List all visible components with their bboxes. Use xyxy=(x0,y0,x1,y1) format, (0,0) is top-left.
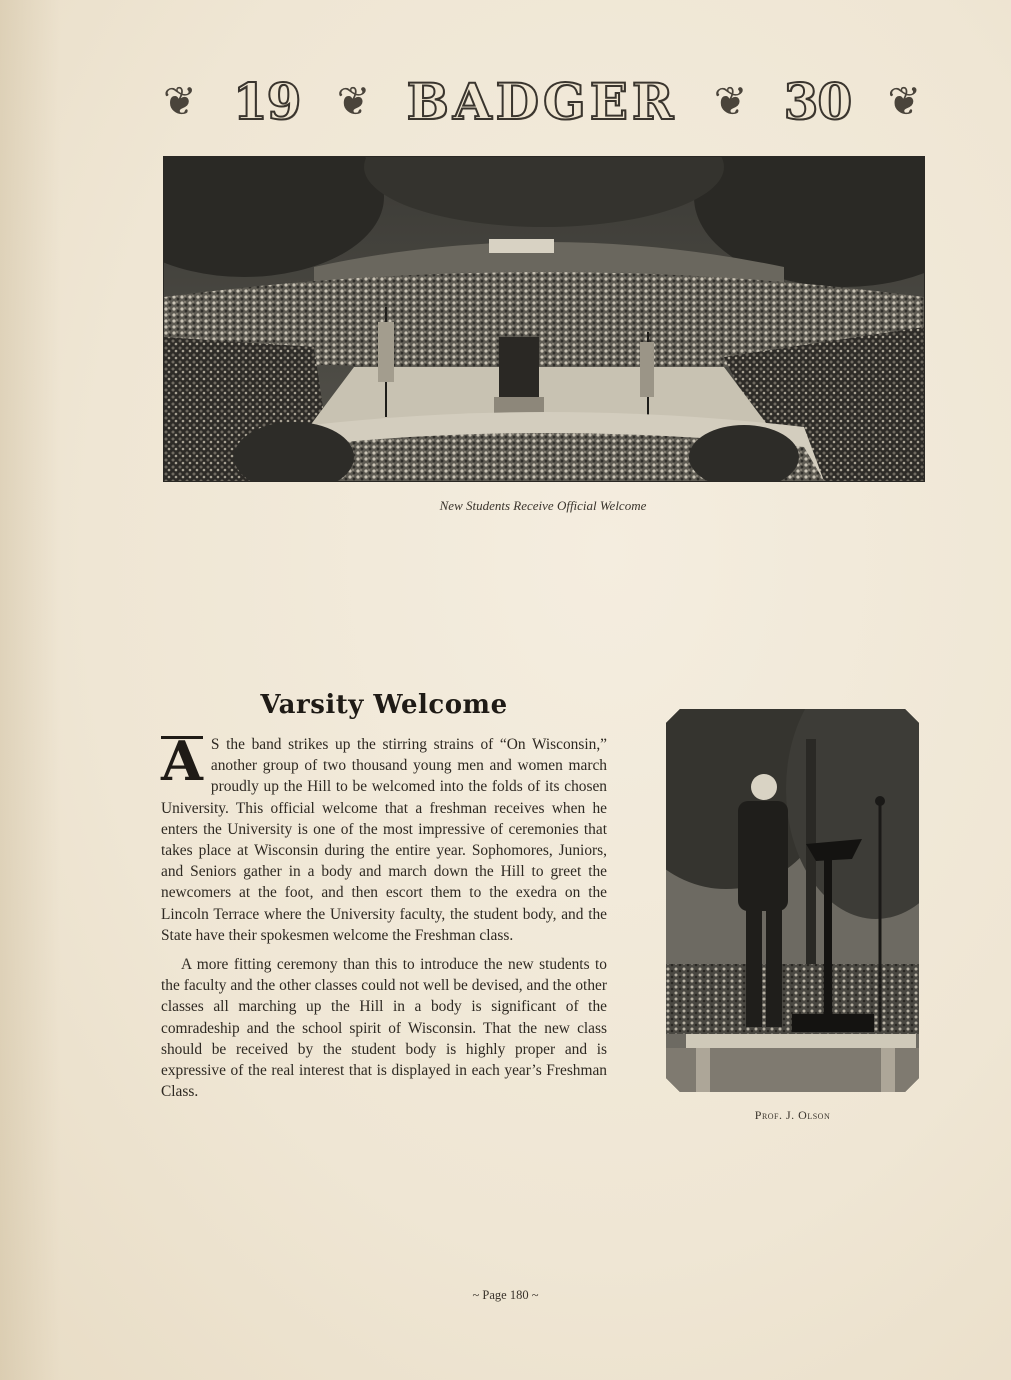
article-body xyxy=(161,729,607,1102)
side-photo-caption: Prof. J. Olson xyxy=(754,1108,831,1122)
banner-year-start: 19 xyxy=(232,72,301,131)
paragraph-1-text: S the band strikes up the stirring strains of “On Wisconsin,” another group of two thousand young men and women march proudly up the Hill to be welcomed into the folds of its chosen University. This official welcome that a freshman receives when he enters the University is one of the most impressive of ceremonies that takes place at Wisconsin during the entire year. Sophomores, Juniors, and Seniors gather in a body and march down the Hill to greet the newcomers at the foot, and then escort them to the exedra on the Lincoln Terrace where the University faculty, the student body, and the State have their spokesmen welcome the Freshman class. xyxy=(161,736,607,944)
page-number: ~ Page 180 ~ xyxy=(472,1288,539,1302)
speaker-photograph xyxy=(666,709,919,1092)
crowd-photograph xyxy=(163,156,925,482)
article-title: Varsity Welcome xyxy=(260,690,508,720)
article-paragraph: A more fitting ceremony than this to introduce the new students to the faculty and the other classes could not well be devised, and the other classes all marching up the Hill in a body is significant of the comradeship and the school spirit of Wisconsin. That the new class should be received by the student body is highly proper and is expressive of the real interest that is displayed in each year’s Freshman Class. xyxy=(161,956,607,1101)
banner-title: BADGER xyxy=(406,72,678,131)
ornament-icon: ❦ xyxy=(336,79,371,125)
article-paragraph xyxy=(161,729,607,946)
crowd-photo-illustration xyxy=(164,157,924,481)
drop-cap: A xyxy=(161,729,203,793)
page-edge-shading xyxy=(0,0,60,1380)
ornament-icon: ❦ xyxy=(713,79,748,125)
speaker-photo-illustration xyxy=(666,709,919,1092)
ornament-icon: ❦ xyxy=(163,79,197,125)
yearbook-banner xyxy=(163,74,921,130)
banner-year-end: 30 xyxy=(783,72,852,131)
ornament-icon: ❦ xyxy=(887,79,921,125)
top-photo-caption: New Students Receive Official Welcome xyxy=(439,498,647,513)
